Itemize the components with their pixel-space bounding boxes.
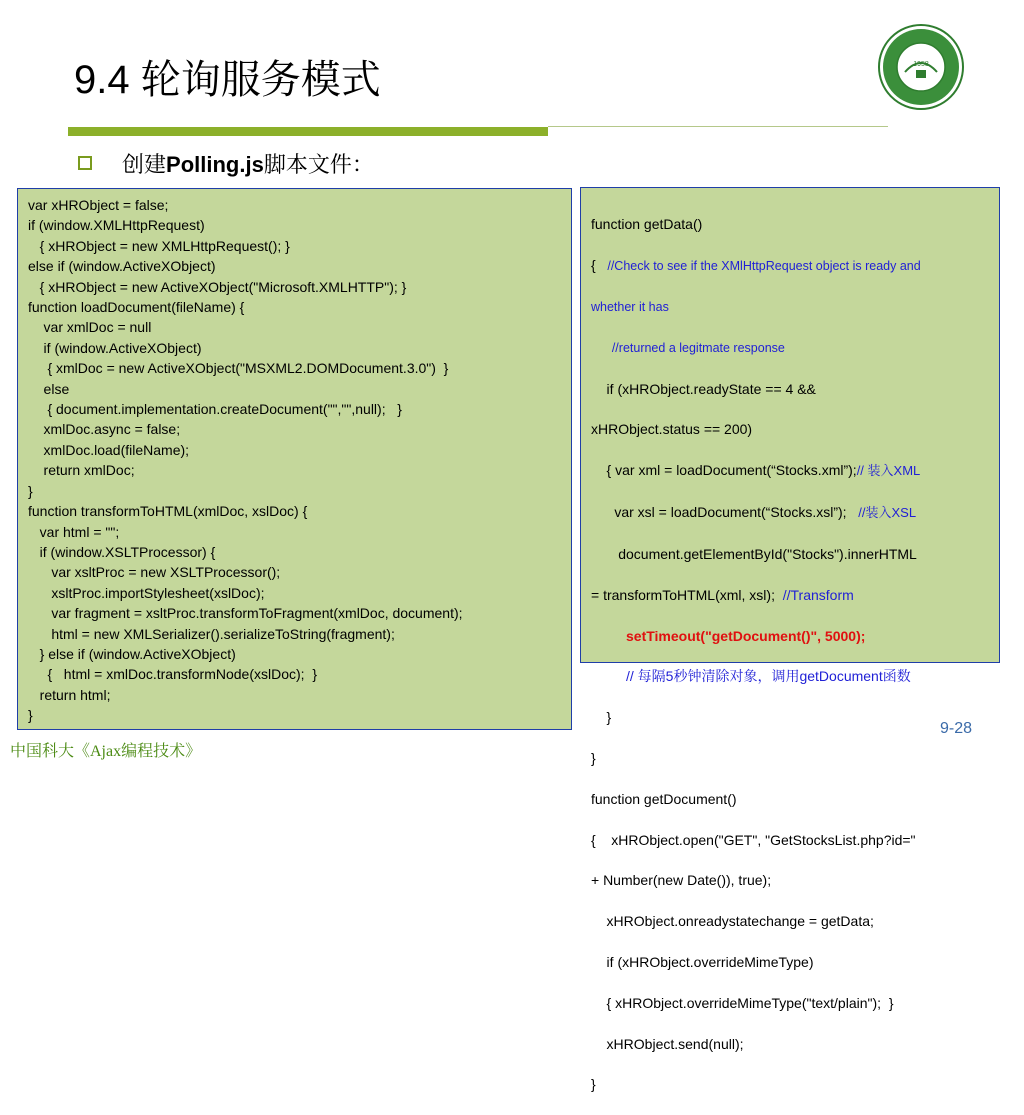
code-line: var xsltProc = new XSLTProcessor(); [28, 564, 281, 581]
footer-course-title: 中国科大《Ajax编程技术》 [10, 743, 202, 760]
code-line: { xmlDoc = new ActiveXObject("MSXML2.DOMDocument.3.0") } [28, 360, 449, 377]
code-line: } [591, 1076, 596, 1093]
code-line: var html = ""; [28, 523, 120, 540]
code-line [591, 502, 993, 523]
code-text: { var xml = loadDocument(“Stocks.xml”); [591, 462, 857, 479]
code-text: var xsl = loadDocument(“Stocks.xsl”); [591, 504, 859, 521]
code-line: + Number(new Date()), true); [591, 872, 772, 889]
code-line: if (window.XSLTProcessor) { [28, 543, 216, 560]
code-line: { html = xmlDoc.transformNode(xslDoc); } [28, 666, 318, 683]
code-line: } [28, 707, 33, 724]
code-comment: whether it has [591, 300, 669, 315]
code-line: xmlDoc.async = false; [28, 421, 181, 438]
code-line: var fragment = xsltProc.transformToFragment(xmlDoc, document); [28, 605, 463, 622]
code-comment: //returned a legitmate response [591, 340, 785, 355]
code-comment: // 每隔5秒钟清除对象，调用getDocument函数 [591, 668, 911, 685]
code-line [591, 460, 993, 481]
university-seal-logo [878, 24, 964, 110]
bullet-text [122, 148, 374, 179]
code-line: function getData() [591, 216, 703, 233]
code-comment: //Transform [782, 586, 854, 603]
code-line [591, 255, 993, 276]
code-line: var xmlDoc = null [28, 319, 152, 336]
slide-title: 9.4 轮询服务模式 [74, 58, 381, 102]
code-line: xHRObject.send(null); [591, 1035, 744, 1052]
code-comment: //装入XSL [858, 505, 917, 521]
code-line: { document.implementation.createDocument("","",null); } [28, 401, 402, 418]
code-line: { xHRObject.overrideMimeType("text/plain"); } [591, 994, 894, 1011]
code-line: xmlDoc.load(fileName); [28, 441, 190, 458]
code-line [591, 585, 993, 605]
hollow-square-bullet-icon [78, 156, 92, 170]
code-comment: // 装入XML [856, 463, 921, 479]
bullet-prefix: 创建 [122, 151, 167, 177]
code-comment: //Check to see if the XMlHttpRequest object is ready and [607, 259, 921, 274]
code-line: xHRObject.onreadystatechange = getData; [591, 913, 874, 930]
code-line: html = new XMLSerializer().serializeToString(fragment); [28, 625, 395, 642]
code-text: { [591, 257, 608, 274]
code-line: if (window.XMLHttpRequest) [28, 217, 205, 234]
code-line: if (window.ActiveXObject) [28, 339, 202, 356]
code-line: { xHRObject = new XMLHttpRequest(); } [28, 237, 290, 254]
code-line: if (xHRObject.overrideMimeType) [591, 954, 814, 971]
code-line: function transformToHTML(xmlDoc, xslDoc) { [28, 503, 308, 520]
title-underline-thin [548, 126, 888, 127]
code-line: } [591, 749, 596, 766]
code-line: function loadDocument(fileName) { [28, 299, 245, 316]
title-underline-thick [68, 127, 548, 136]
code-line: } [28, 482, 33, 499]
logo-year: 1958 [913, 61, 929, 68]
code-line: else if (window.ActiveXObject) [28, 258, 216, 275]
code-line: return html; [28, 686, 111, 703]
code-line: var xHRObject = false; [28, 197, 169, 213]
code-highlight-line: setTimeout("getDocument()", 5000); [591, 627, 866, 644]
bullet-bold: Polling.js [166, 151, 264, 177]
code-line: return xmlDoc; [28, 462, 135, 479]
code-line: { xHRObject.open("GET", "GetStocksList.php?id=" [591, 831, 916, 848]
code-line: { xHRObject = new ActiveXObject("Microsoft.XMLHTTP"); } [28, 278, 407, 295]
code-line: xHRObject.status == 200) [591, 421, 753, 438]
page-number: 9-28 [939, 720, 972, 737]
left-code-block [17, 188, 572, 730]
code-line: } [591, 709, 612, 726]
code-line: } else if (window.ActiveXObject) [28, 645, 236, 662]
bullet-suffix: 脚本文件： [263, 151, 374, 177]
code-text: = transformToHTML(xml, xsl); [591, 586, 783, 603]
code-line: document.getElementById("Stocks").innerHTML [591, 545, 917, 562]
code-line: xsltProc.importStylesheet(xslDoc); [28, 584, 265, 601]
code-line: if (xHRObject.readyState == 4 && [591, 380, 816, 397]
code-line: function getDocument() [591, 790, 737, 807]
bullet-item [78, 148, 374, 178]
code-line: else [28, 380, 70, 397]
